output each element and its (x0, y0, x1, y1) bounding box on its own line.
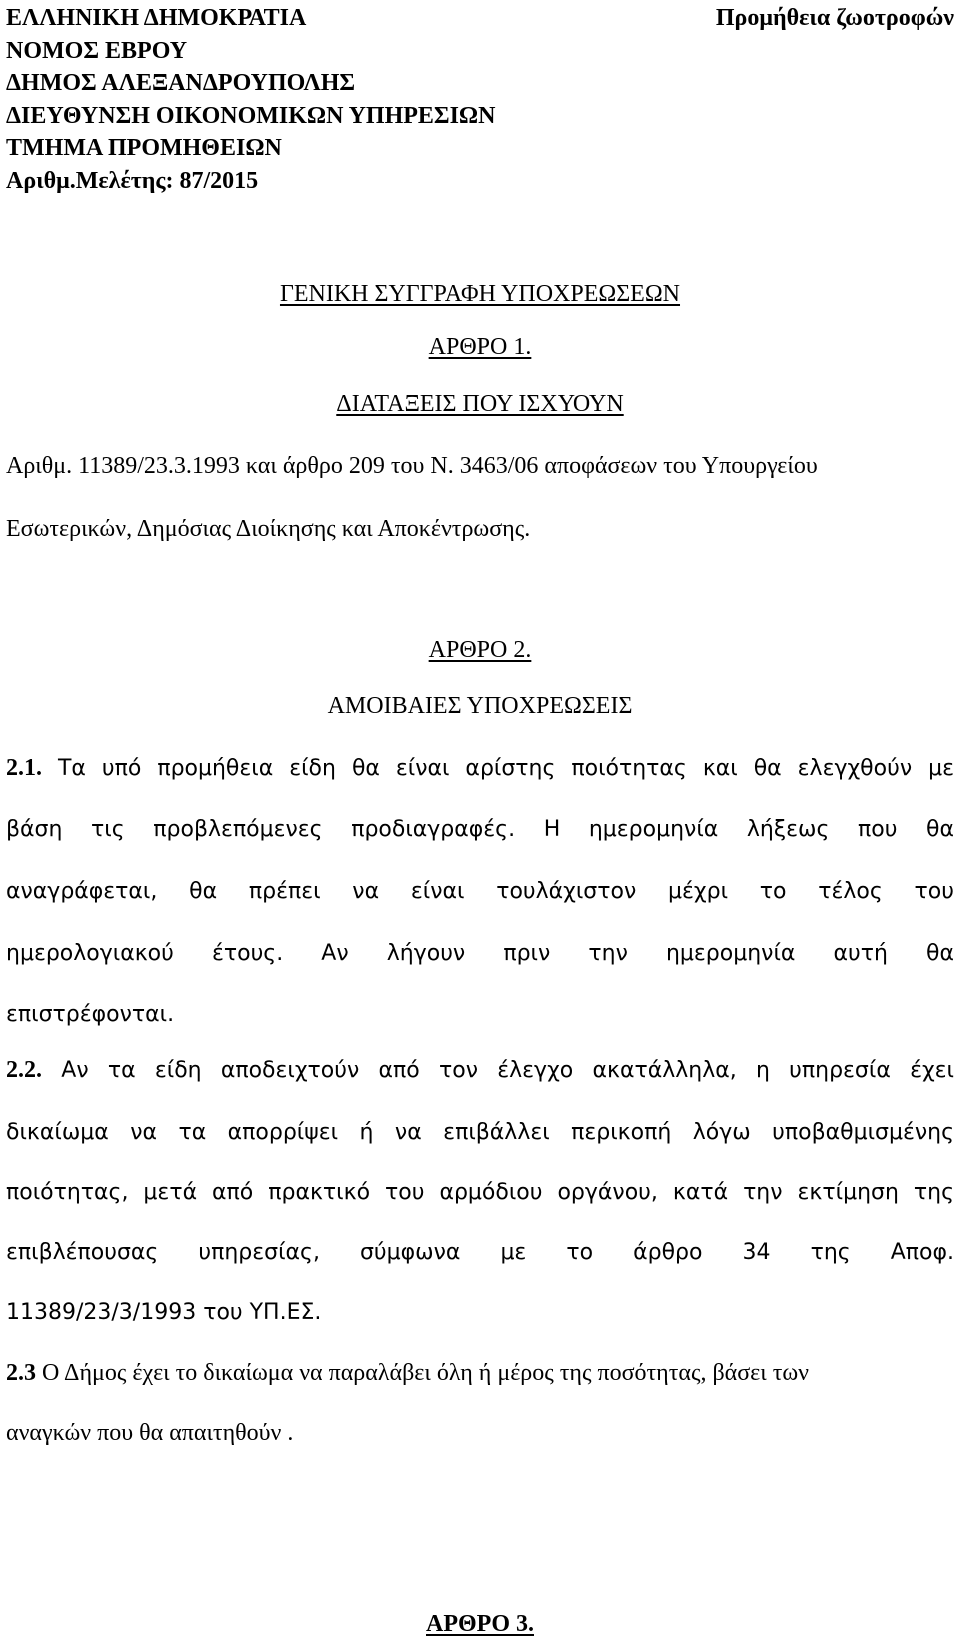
paragraph-2-1-line: επιστρέφονται. (6, 1002, 175, 1027)
header-line: Αριθμ.Μελέτης: 87/2015 (6, 167, 259, 194)
paragraph-2-2-line: 11389/23/3/1993 του ΥΠ.ΕΣ. (6, 1300, 322, 1325)
paragraph-2-3-line: αναγκών που θα απαιτηθούν . (6, 1420, 294, 1446)
paragraph-text: Τα υπό προμήθεια είδη θα είναι αρίστης ποιότητας και θα ελεγχθούν με (57, 756, 954, 781)
paragraph-2-1-line (6, 755, 954, 782)
paragraph-2-2-line: δικαίωμα να τα απορρίψει ή να επιβάλλει περικοπή λόγω υποβαθμισμένης (6, 1120, 954, 1145)
article2-subheading: ΑΜΟΙΒΑΙΕΣ ΥΠΟΧΡΕΩΣΕΙΣ (327, 693, 633, 719)
article1-heading: ΑΡΘΡΟ 1. (428, 334, 532, 360)
paragraph-2-2-number: 2.2. (6, 1057, 42, 1083)
paragraph-2-1-number: 2.1. (6, 755, 42, 781)
header-line: ΝΟΜΟΣ ΕΒΡΟΥ (6, 37, 188, 64)
article1-line: Αριθμ. 11389/23.3.1993 και άρθρο 209 του Ν. 3463/06 αποφάσεων του Υπουργείου (6, 453, 818, 479)
document-title: ΓΕΝΙΚΗ ΣΥΓΓΡΑΦΗ ΥΠΟΧΡΕΩΣΕΩΝ (279, 281, 681, 307)
paragraph-2-1-line: βάση τις προβλεπόμενες προδιαγραφές. Η ημερομηνία λήξεως που θα (6, 817, 954, 842)
paragraph-2-1-line: ημερολογιακού έτους. Αν λήγουν πριν την ημερομηνία αυτή θα (6, 941, 954, 966)
article2-heading: ΑΡΘΡΟ 2. (428, 637, 532, 663)
header-line: ΤΜΗΜΑ ΠΡΟΜΗΘΕΙΩΝ (6, 135, 282, 161)
header-line: ΕΛΛΗΝΙΚΗ ΔΗΜΟΚΡΑΤΙΑ (6, 5, 307, 31)
article1-line: Εσωτερικών, Δημόσιας Διοίκησης και Αποκέντρωσης. (6, 516, 531, 542)
article3-heading: ΑΡΘΡΟ 3. (426, 1611, 534, 1637)
header-authority-block (6, 2, 495, 197)
paragraph-2-2-line: επιβλέπουσας υπηρεσίας, σύμφωνα με το άρθρο 34 της Αποφ. (6, 1240, 954, 1265)
paragraph-text: Ο Δήμος έχει το δικαίωμα να παραλάβει όλη ή μέρος της ποσότητας, βάσει των (42, 1360, 809, 1386)
paragraph-2-3-number: 2.3 (6, 1360, 36, 1386)
header-subject: Προμήθεια ζωοτροφών (715, 5, 954, 31)
article1-subheading: ΔΙΑΤΑΞΕΙΣ ΠΟΥ ΙΣΧΥΟΥΝ (336, 391, 624, 417)
header-line: ΔΙΕΥΘΥΝΣΗ ΟΙΚΟΝΟΜΙΚΩΝ ΥΠΗΡΕΣΙΩΝ (6, 102, 496, 129)
paragraph-text: Αν τα είδη αποδειχτούν από τον έλεγχο ακατάλληλα, η υπηρεσία έχει (61, 1058, 955, 1083)
paragraph-2-3-line (6, 1360, 954, 1387)
paragraph-2-2-line: ποιότητας, μετά από πρακτικό του αρμόδιου οργάνου, κατά την εκτίμηση της (6, 1180, 954, 1205)
paragraph-2-2-line (6, 1057, 954, 1084)
paragraph-2-1-line: αναγράφεται, θα πρέπει να είναι τουλάχιστον μέχρι το τέλος του (6, 879, 954, 904)
header-line: ΔΗΜΟΣ ΑΛΕΞΑΝΔΡΟΥΠΟΛΗΣ (6, 70, 356, 96)
